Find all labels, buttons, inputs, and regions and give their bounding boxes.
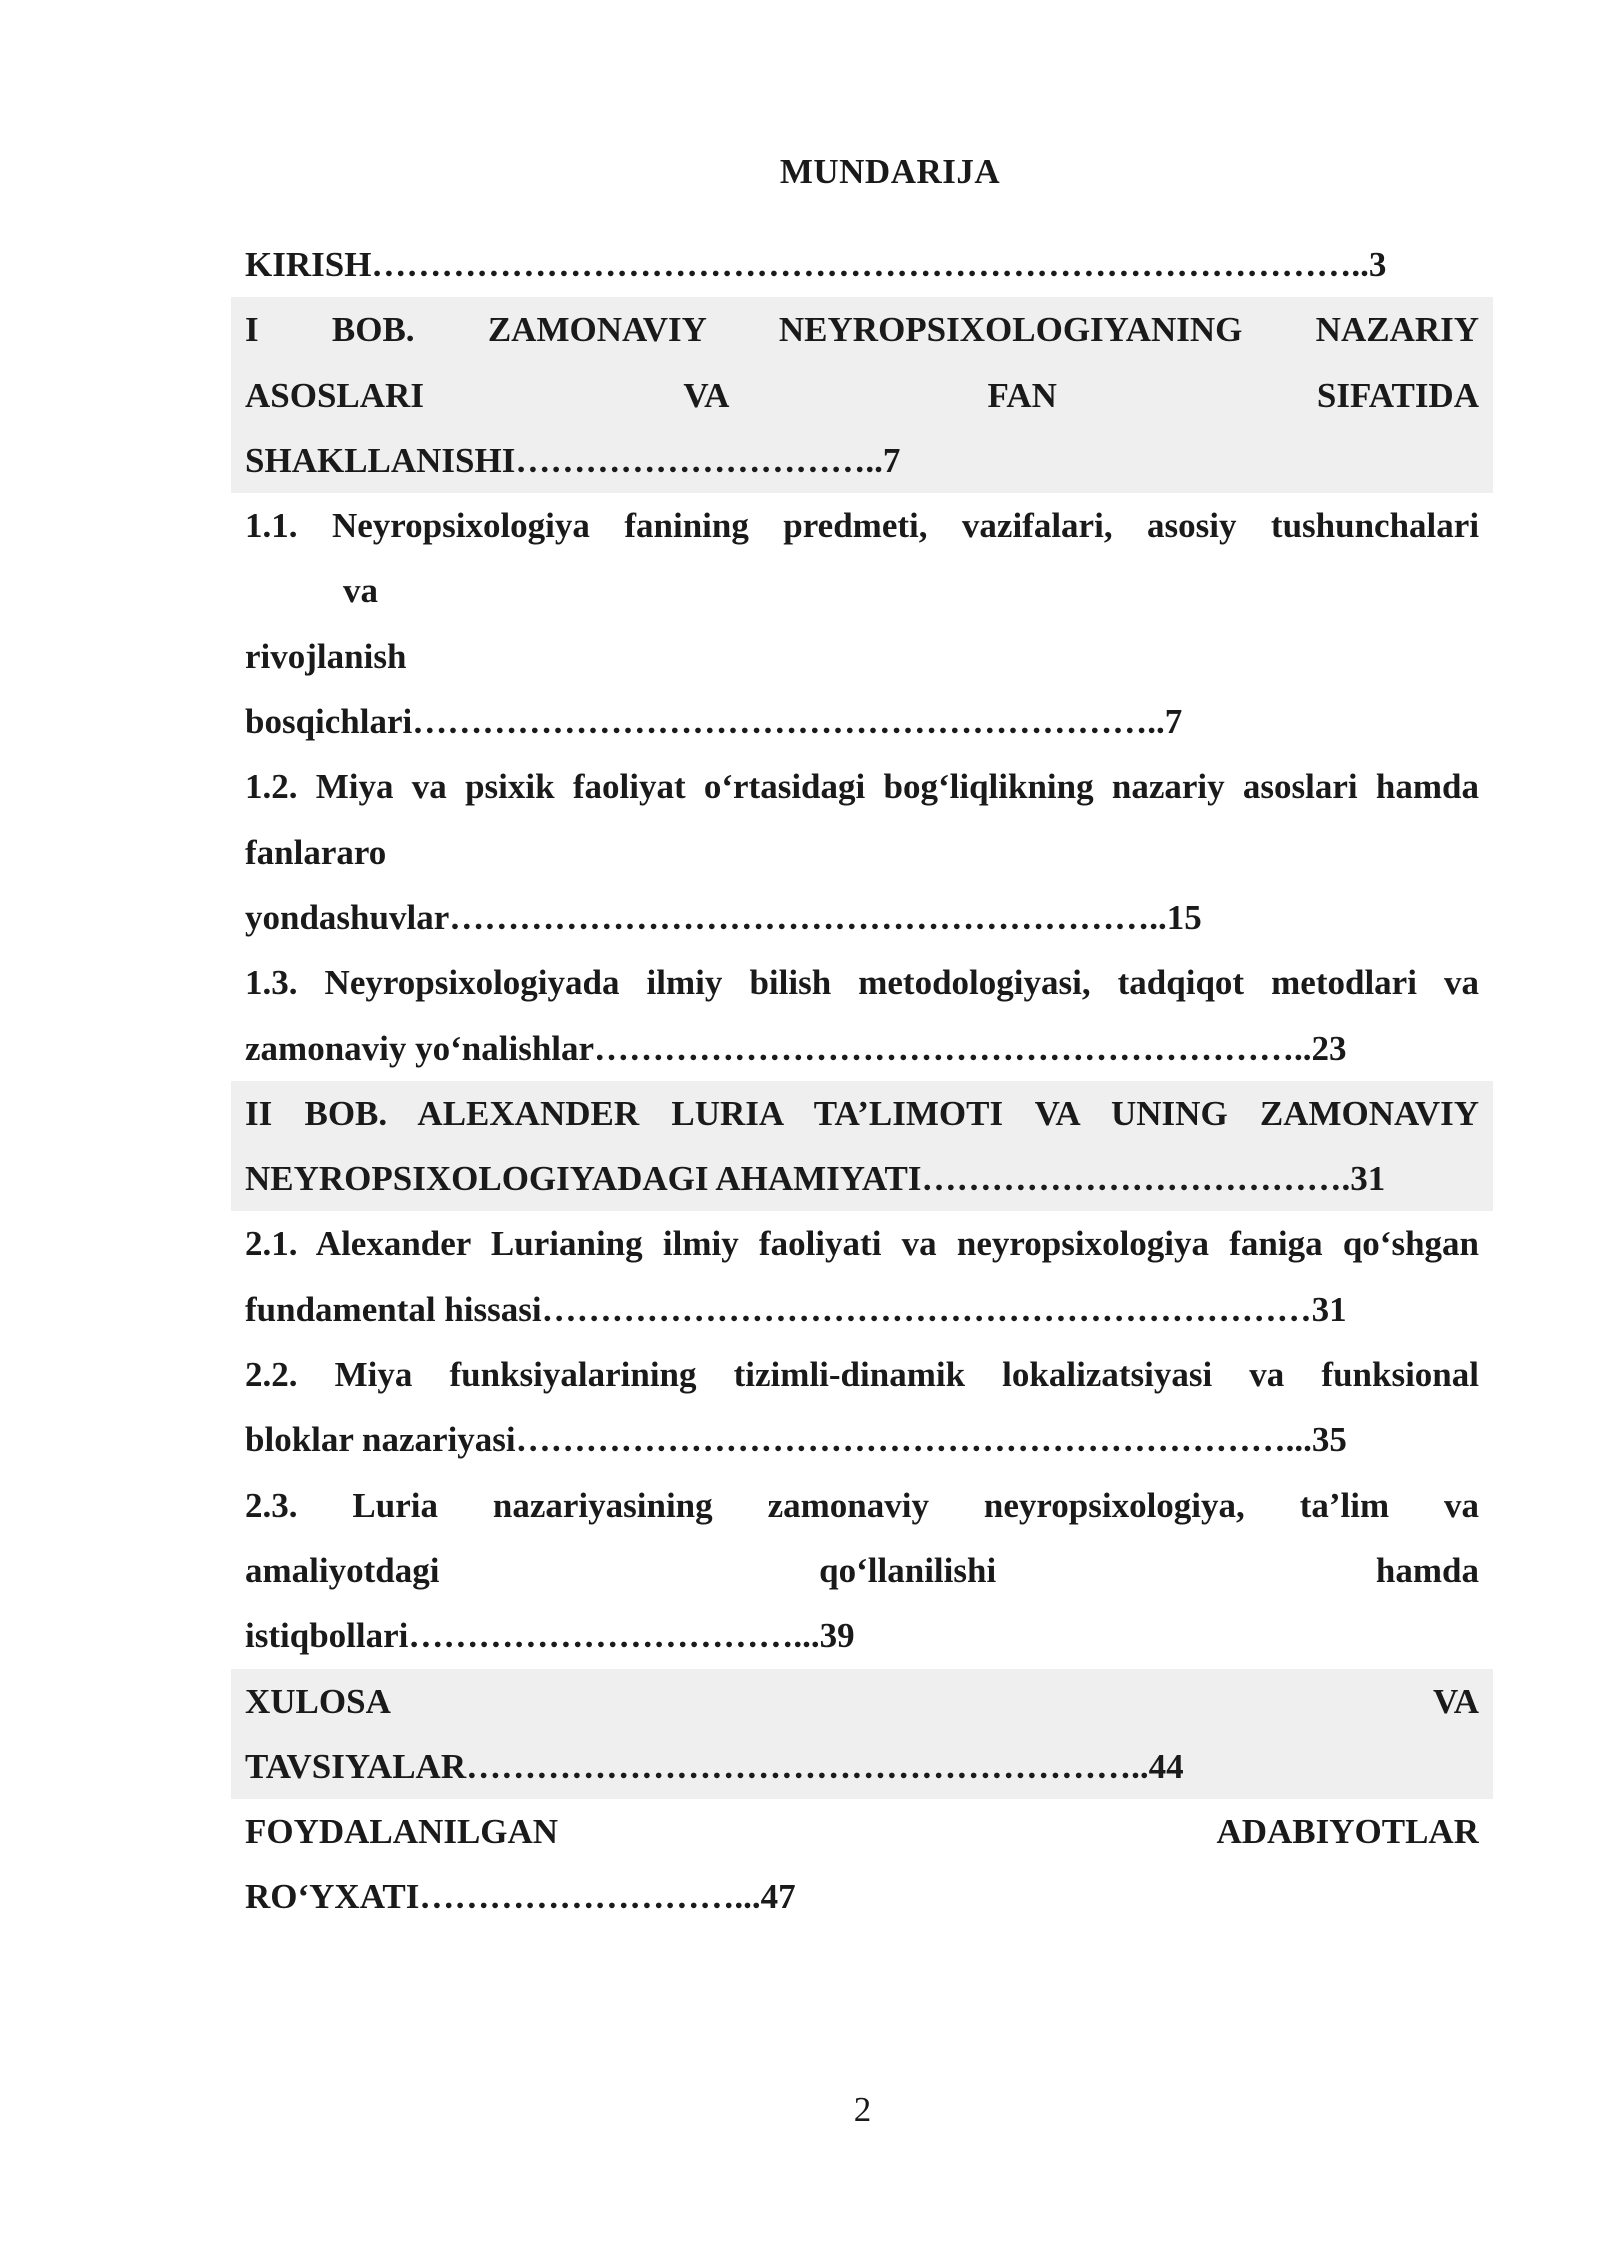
word: fanining: [624, 506, 749, 546]
word: 2.3.: [245, 1485, 298, 1525]
word: Luria: [352, 1485, 438, 1525]
toc-references[interactable]: [245, 1799, 1479, 1930]
toc-section-1-2[interactable]: [245, 754, 1479, 950]
toc-references-line-1: [245, 1799, 1479, 1864]
toc-section-2-2-line-1: 2.2. Miya funksiyalarining tizimli-dinamik lokalizatsiyasi va funksional: [245, 1355, 1479, 1395]
toc-chapter-2[interactable]: [231, 1081, 1493, 1212]
word: ta’lim: [1299, 1485, 1390, 1525]
toc-chapter-1[interactable]: [231, 297, 1493, 493]
toc-conclusion-line-1: [245, 1669, 1479, 1734]
word: XULOSA: [245, 1681, 389, 1721]
word: FAN: [987, 375, 1057, 415]
toc-section-1-1[interactable]: [245, 493, 1479, 754]
toc-references-line-2: RO‘YXATI………………………...47: [245, 1877, 796, 1917]
toc-chapter-2-line-2: NEYROPSIXOLOGIYADAGI AHAMIYATI……………………………….31: [245, 1159, 1386, 1199]
toc-section-1-1-line-3: rivojlanish: [245, 636, 407, 676]
word: va: [1444, 1485, 1479, 1525]
toc-section-1-2-line-3: yondashuvlar……………………………………………………..15: [245, 897, 1202, 937]
word: VA: [1432, 1681, 1479, 1721]
word: predmeti,: [783, 506, 928, 546]
word: amaliyotdagi: [245, 1550, 440, 1590]
toc-section-2-3-line-3: istiqbollari……………………………...39: [245, 1616, 855, 1656]
toc-section-1-1-line-1: [245, 493, 1479, 558]
toc-entry-kirish[interactable]: KIRISH…………………………………………………………………………..3: [245, 245, 1387, 284]
word: 1.1.: [245, 506, 298, 546]
word: NEYROPSIXOLOGIYANING: [778, 310, 1243, 350]
page-number: 2: [853, 2090, 872, 2129]
word: neyropsixologiya,: [983, 1485, 1245, 1525]
toc-section-1-2-line-2: fanlararo: [245, 832, 387, 872]
word: nazariyasining: [492, 1485, 713, 1525]
word: SIFATIDA: [1316, 375, 1479, 415]
word: qo‘llanilishi: [819, 1550, 997, 1590]
toc-section-2-1[interactable]: [245, 1211, 1479, 1342]
table-of-contents: [245, 232, 1479, 1930]
toc-chapter-1-line-1: [245, 297, 1479, 362]
page-title: MUNDARIJA: [779, 152, 1001, 191]
word: ADABIYOTLAR: [1216, 1812, 1479, 1852]
toc-chapter-1-line-3: SHAKLLANISHI…………………………..7: [245, 440, 901, 480]
word: ZAMONAVIY: [487, 310, 706, 350]
toc-section-2-3[interactable]: [245, 1473, 1479, 1669]
toc-section-1-3-line-2: zamonaviy yo‘nalishlar……………………………………………………..23: [245, 1028, 1347, 1068]
toc-chapter-1-line-2: [245, 363, 1479, 428]
word: NAZARIY: [1315, 310, 1479, 350]
toc-section-2-1-line-1: 2.1. Alexander Lurianing ilmiy faoliyati va neyropsixologiya faniga qo‘shgan: [245, 1224, 1479, 1264]
word: asosiy: [1147, 506, 1237, 546]
toc-section-2-1-line-2: fundamental hissasi…………………………………………………………31: [245, 1289, 1347, 1329]
toc-section-2-3-line-1: [245, 1473, 1479, 1538]
toc-section-1-1-line-2: va: [343, 571, 378, 611]
word: vazifalari,: [961, 506, 1113, 546]
word: I: [245, 310, 259, 350]
toc-section-2-2-line-2: bloklar nazariyasi…………………………………………………………...35: [245, 1420, 1347, 1460]
word: zamonaviy: [767, 1485, 929, 1525]
toc-conclusion[interactable]: [231, 1669, 1493, 1800]
word: Neyropsixologiya: [331, 506, 590, 546]
toc-section-1-1-line-4: bosqichlari………………………………………………………..7: [245, 702, 1183, 742]
toc-section-1-2-line-1: 1.2. Miya va psixik faoliyat o‘rtasidagi bog‘liqlikning nazariy asoslari hamda: [245, 767, 1479, 807]
toc-section-1-3[interactable]: [245, 950, 1479, 1081]
word: FOYDALANILGAN: [245, 1812, 559, 1852]
toc-chapter-2-line-1: II BOB. ALEXANDER LURIA TA’LIMOTI VA UNING ZAMONAVIY: [245, 1093, 1479, 1133]
word: tushunchalari: [1270, 506, 1479, 546]
toc-conclusion-line-2: TAVSIYALAR…………………………………………………..44: [245, 1746, 1184, 1786]
word: VA: [683, 375, 728, 415]
toc-section-1-3-line-1: 1.3. Neyropsixologiyada ilmiy bilish metodologiyasi, tadqiqot metodlari va: [245, 963, 1479, 1003]
word: hamda: [1375, 1550, 1479, 1590]
word: ASOSLARI: [245, 375, 424, 415]
toc-section-2-2[interactable]: [245, 1342, 1479, 1473]
word: BOB.: [331, 310, 415, 350]
toc-section-2-3-line-2: [245, 1538, 1479, 1603]
